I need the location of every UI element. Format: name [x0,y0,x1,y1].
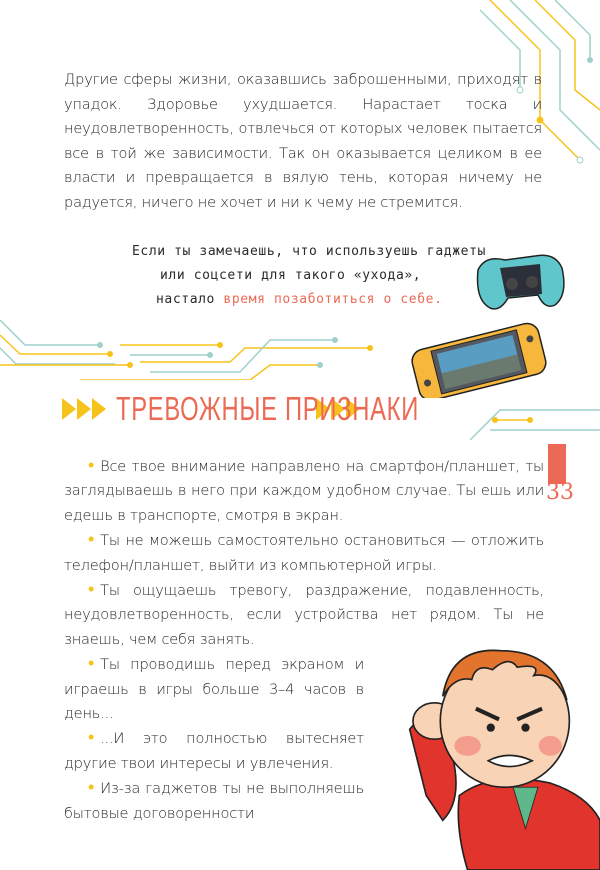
list-item-text: Ты ощущаешь тревогу, раздражение, подавленность, неудовлетворенность, если устройства нет рядом. Ты не знаешь, чем себя занять. [64,582,544,648]
list-item-text: ...И это полностью вытесняет другие твои интересы и увлечения. [64,730,364,772]
bullet-icon: • [88,579,95,601]
bullet-icon: • [88,777,95,799]
bullet-icon: • [88,727,95,749]
bullet-icon: • [88,529,95,551]
bullet-icon: • [88,653,95,675]
list-item [64,726,364,776]
list-item [64,528,544,578]
section-heading [62,390,420,428]
callout-line-2: или соцсети для такого «ухода», [160,268,422,283]
callout-text [110,240,500,312]
section-title: ТРЕВОЖНЫЕ ПРИЗНАКИ [116,390,420,427]
list-item-text: Ты не можешь самостоятельно остановиться — отложить телефон/планшет, выйти из компьютерной игры. [64,532,544,574]
list-item [64,776,364,826]
page-number-bar [548,444,566,484]
page-number: 33 [546,480,574,505]
callout-highlight: время позаботиться о себе. [223,292,443,307]
callout-line-3-start: настало [156,292,224,307]
list-item [64,454,544,528]
angry-boy-illustration [370,630,600,870]
circuit-decoration-left [0,320,380,380]
circuit-decoration-right [470,400,600,440]
list-item-text: Все твое внимание направлено на смартфон/планшет, ты заглядываешь в него при каждом удобном случае. Ты ешь или едешь в транспорте, смотря в экран. [64,458,544,524]
handheld-console-icon [408,318,548,398]
gamepad-icon [470,250,570,320]
list-item [64,652,364,726]
callout-line-1: Если ты замечаешь, что используешь гаджеты [132,244,486,259]
list-item-text: Из-за гаджетов ты не выполняешь бытовые договоренности [64,780,364,822]
intro-paragraph: Другие сферы жизни, оказавшись заброшенными, приходят в упадок. Здоровье ухудшается. Нарастает тоска и неудовлетворенность, отвлечься от которых человек пытается все в той же зависимости. Так он оказывается целиком в ее власти и превращается в вялую тень, которая ничему не радуется, ничего не хочет и ни к чему не стремится. [64,71,542,211]
arrows-left-icon [62,398,106,420]
callout-line-3 [110,288,500,312]
bullet-icon: • [88,455,95,476]
list-item-text: Ты проводишь перед экраном и играешь в игры больше 3–4 часов в день... [64,656,364,723]
